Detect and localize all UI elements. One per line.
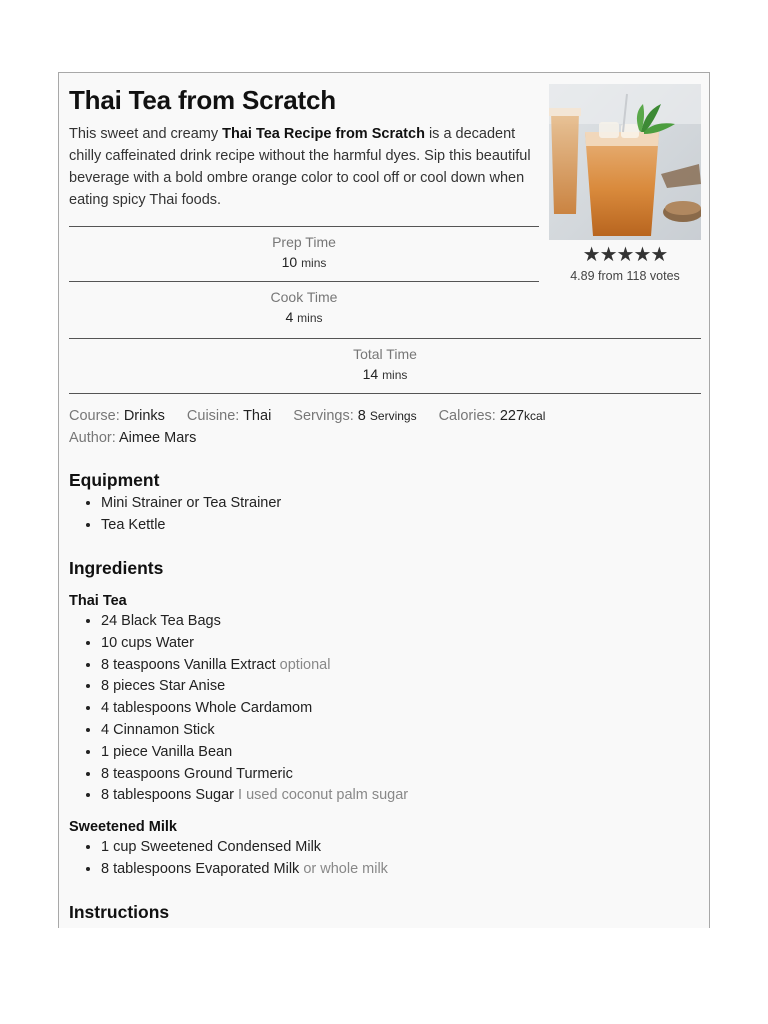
- total-time: [69, 338, 701, 394]
- ingredient-text: 4 tablespoons Whole Cardamom: [101, 700, 313, 717]
- ingredient-text: 1 cup Sweetened Condensed Milk: [101, 839, 322, 855]
- time-block: [69, 226, 539, 336]
- ingredient-text: 1 piece Vanilla Bean: [101, 743, 233, 760]
- calories-value: 227: [499, 408, 525, 424]
- ingredient-text: 8 pieces Star Anise: [101, 678, 226, 695]
- ingredient-item: [101, 698, 408, 720]
- recipe-card: [58, 72, 710, 928]
- recipe-title: Thai Tea from Scratch: [69, 85, 336, 115]
- cook-time: [69, 281, 539, 336]
- ingredient-text: 4 Cinnamon Stick: [101, 721, 215, 738]
- cook-time-unit: mins: [297, 311, 323, 325]
- ingredient-item: [101, 611, 408, 633]
- ingredients-heading: Ingredients: [69, 558, 164, 578]
- equipment-item[interactable]: • Tea Kettle: [101, 515, 281, 537]
- meta-row-1: [69, 405, 701, 427]
- cook-time-number: 4: [285, 309, 294, 325]
- calories-unit: kcal: [524, 409, 546, 423]
- servings-label: Servings:: [293, 408, 354, 424]
- ingredient-text: 8 teaspoons Ground Turmeric: [101, 765, 293, 782]
- ingredient-item: [101, 859, 388, 881]
- ingredient-item: [101, 742, 408, 764]
- calories-label: Calories:: [438, 408, 496, 424]
- ingredient-list-thai-tea: [69, 611, 408, 807]
- prep-time-label: Prep Time: [272, 234, 336, 250]
- ingredient-text: 24 Black Tea Bags: [101, 613, 221, 629]
- equipment-list: [69, 493, 281, 537]
- prep-time-value: [69, 251, 539, 274]
- summary-highlight: Thai Tea Recipe from Scratch: [222, 126, 425, 142]
- ingredient-text: 8 teaspoons Vanilla Extract: [101, 656, 276, 673]
- cuisine-label: Cuisine:: [186, 408, 240, 424]
- ingredient-item: [101, 785, 408, 807]
- prep-time: [69, 226, 539, 281]
- ingredient-note: optional: [279, 656, 331, 673]
- prep-time-number: 10: [281, 254, 298, 270]
- ingredient-group-heading: Thai Tea: [69, 593, 127, 609]
- rating-votes: 4.89 from 118 votes: [570, 269, 680, 283]
- servings-unit: Servings: [369, 409, 417, 423]
- recipe-summary: [69, 123, 539, 211]
- course-value[interactable]: Drinks: [123, 408, 165, 424]
- author-value: Aimee Mars: [118, 430, 197, 446]
- ingredient-note: or whole milk: [303, 860, 388, 877]
- ingredient-item: [101, 720, 408, 742]
- ingredient-note: I used coconut palm sugar: [238, 787, 409, 804]
- ingredient-text: 8 tablespoons Evaporated Milk: [101, 860, 300, 877]
- cook-time-value: [69, 306, 539, 329]
- summary-text-start: This sweet and creamy: [69, 126, 223, 142]
- ingredient-item: [101, 633, 408, 655]
- meta-row-2: [69, 427, 701, 449]
- ingredient-item: [101, 764, 408, 786]
- cuisine-value[interactable]: Thai: [243, 408, 272, 424]
- ingredient-group-heading: Sweetened Milk: [69, 819, 177, 835]
- recipe-meta: [69, 405, 701, 449]
- ingredient-item: [101, 676, 408, 698]
- instructions-heading: Instructions: [69, 902, 170, 922]
- total-time-number: 14: [362, 366, 379, 382]
- equipment-heading: Equipment: [69, 470, 160, 490]
- rating-stars-icon[interactable]: ★★★★★: [582, 244, 668, 266]
- total-time-value: [69, 363, 701, 386]
- servings-value[interactable]: 8: [357, 408, 366, 424]
- summary-text-end: is a decadent chilly caffeinated drink recipe without the harmful dyes. Sip this beautiful beverage with a bold ombre orange color to cool off or cool down when eating spicy Thai foods.: [69, 126, 531, 208]
- equipment-item[interactable]: • Mini Strainer or Tea Strainer: [101, 493, 281, 515]
- ingredient-list-sweetened-milk: [69, 837, 388, 881]
- course-label: Course:: [69, 408, 120, 424]
- total-time-label: Total Time: [353, 346, 417, 362]
- ingredient-text: 8 tablespoons Sugar: [101, 787, 235, 804]
- thai-tea-photo-icon: [549, 84, 701, 240]
- prep-time-unit: mins: [301, 256, 327, 270]
- recipe-photo[interactable]: [549, 84, 701, 240]
- total-time-unit: mins: [382, 368, 408, 382]
- ingredient-item: [101, 655, 408, 677]
- cook-time-label: Cook Time: [270, 289, 338, 305]
- ingredient-item: [101, 837, 388, 859]
- ingredient-text: 10 cups Water: [101, 634, 194, 651]
- author-label: Author:: [69, 430, 116, 446]
